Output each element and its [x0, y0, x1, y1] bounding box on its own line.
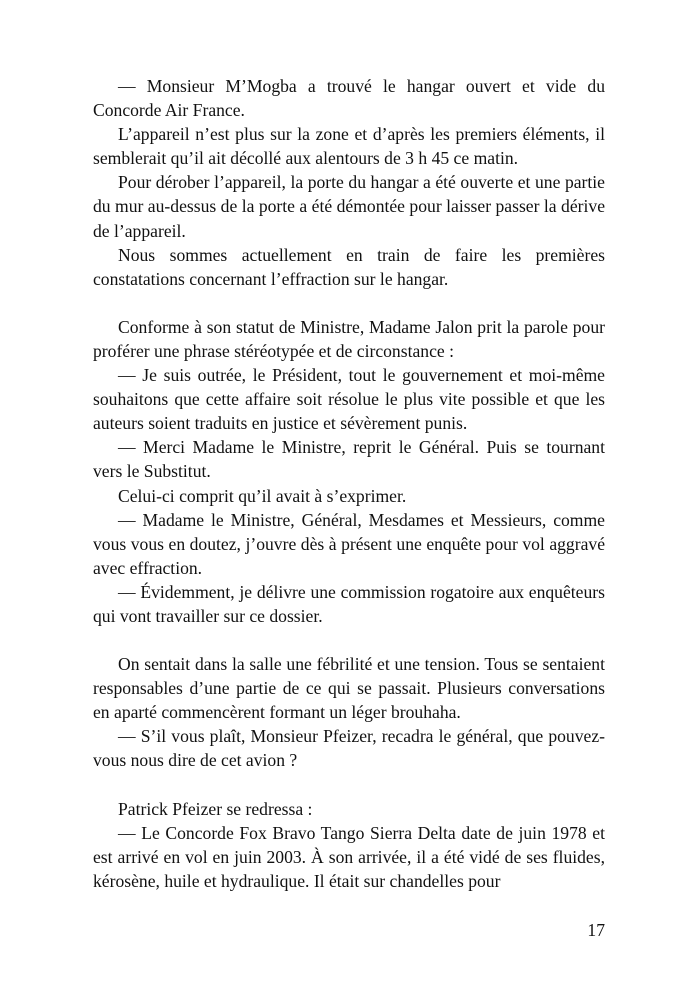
paragraph: Celui-ci comprit qu’il avait à s’exprimer. — [118, 485, 407, 506]
paragraph: On sentait dans la salle une fébrilité et une tension. Tous se sentaient responsables d’une partie de ce qui se passait. Plusieurs conversations en aparté commencèrent formant un léger brouhaha. — [93, 654, 605, 723]
paragraph: Nous sommes actuellement en train de faire les premières constatations concernant l’effraction sur le hangar. — [93, 244, 605, 289]
paragraph: L’appareil n’est plus sur la zone et d’après les premiers éléments, il semblerait qu’il ait décollé aux alentours de 3 h 45 ce matin. — [93, 124, 605, 169]
paragraph: — Merci Madame le Ministre, reprit le Général. Puis se tournant vers le Substitut. — [93, 437, 605, 482]
page-number: 17 — [587, 920, 605, 940]
paragraph: — Je suis outrée, le Président, tout le gouvernement et moi-même souhaitons que cette affaire soit résolue le plus vite possible et que les auteurs soient traduits en justice et sévèrement punis. — [93, 365, 605, 434]
paragraph: — Évidemment, je délivre une commission rogatoire aux enquêteurs qui vont travailler sur ce dossier. — [93, 581, 605, 626]
paragraph: Conforme à son statut de Ministre, Madame Jalon prit la parole pour proférer une phrase stéréotypée et de circonstance : — [93, 316, 605, 361]
paragraph: — Madame le Ministre, Général, Mesdames et Messieurs, comme vous vous en doutez, j’ouvre dès à présent une enquête pour vol aggravé avec effraction. — [93, 509, 605, 578]
paragraph: — Monsieur M’Mogba a trouvé le hangar ouvert et vide du Concorde Air France. — [93, 76, 605, 121]
paragraph: — Le Concorde Fox Bravo Tango Sierra Delta date de juin 1978 et est arrivé en vol en juin 2003. À son arrivée, il a été vidé de ses fluides, kérosène, huile et hydraulique. Il était sur chandelles pour — [93, 822, 605, 891]
paragraph: Pour dérober l’appareil, la porte du hangar a été ouverte et une partie du mur au-dessus de la porte a été démontée pour laisser passer la dérive de l’appareil. — [93, 172, 605, 241]
paragraph: — S’il vous plaît, Monsieur Pfeizer, recadra le général, que pouvez-vous nous dire de cet avion ? — [93, 726, 605, 771]
paragraph: Patrick Pfeizer se redressa : — [118, 798, 313, 819]
body-text — [93, 74, 605, 893]
